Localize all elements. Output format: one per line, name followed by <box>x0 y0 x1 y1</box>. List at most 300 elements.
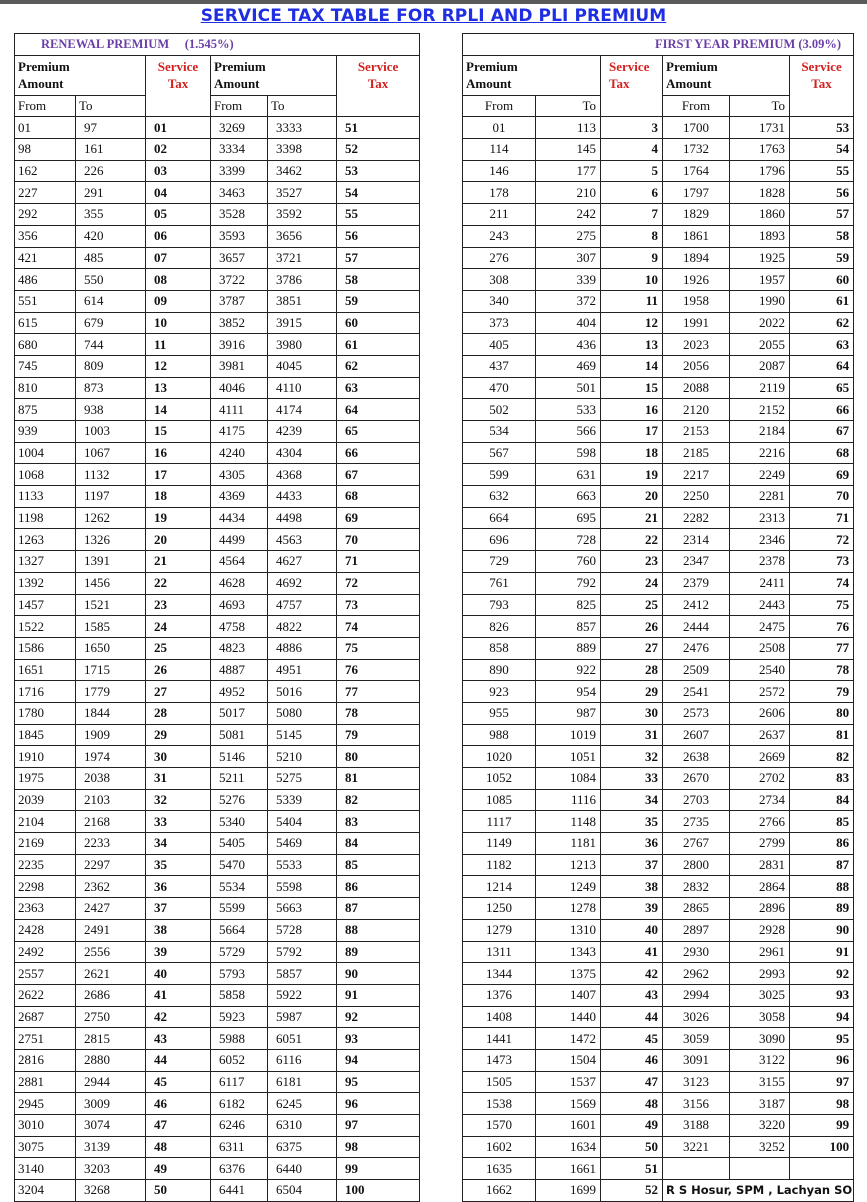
service-tax-cell: 80 <box>337 746 420 768</box>
service-tax-cell: 91 <box>337 984 420 1006</box>
table-row <box>463 247 854 269</box>
service-tax-cell: 23 <box>601 551 663 573</box>
to-cell: 857 <box>536 616 601 638</box>
premium-header-line1: Premium <box>214 58 266 74</box>
table-row <box>15 139 420 161</box>
from-cell: 2363 <box>15 898 76 920</box>
service-tax-cell: 91 <box>790 941 854 963</box>
table-row <box>15 269 420 291</box>
from-cell: 2023 <box>663 334 730 356</box>
service-tax-cell: 68 <box>337 486 420 508</box>
service-tax-cell: 67 <box>790 421 854 443</box>
table-row <box>463 963 854 985</box>
from-cell: 3399 <box>211 160 268 182</box>
to-cell: 1326 <box>76 529 146 551</box>
from-cell: 5081 <box>211 724 268 746</box>
from-cell: 1732 <box>663 139 730 161</box>
from-cell: 1522 <box>15 616 76 638</box>
to-cell: 1213 <box>536 854 601 876</box>
to-cell: 4239 <box>268 421 337 443</box>
to-cell: 4368 <box>268 464 337 486</box>
table-row <box>463 442 854 464</box>
to-cell: 744 <box>76 334 146 356</box>
from-cell: 680 <box>15 334 76 356</box>
table-row <box>463 1136 854 1158</box>
from-cell: 01 <box>15 117 76 139</box>
service-tax-cell: 44 <box>601 1006 663 1028</box>
from-cell: 1473 <box>463 1049 536 1071</box>
from-cell: 4434 <box>211 507 268 529</box>
premium-header-line1: Premium <box>18 58 70 74</box>
to-cell: 1779 <box>76 681 146 703</box>
from-cell: 5793 <box>211 963 268 985</box>
to-cell: 275 <box>536 225 601 247</box>
service-tax-cell: 53 <box>790 117 854 139</box>
to-cell: 3980 <box>268 334 337 356</box>
from-cell: 2428 <box>15 919 76 941</box>
from-cell: 3593 <box>211 225 268 247</box>
to-cell: 2168 <box>76 811 146 833</box>
to-cell: 2411 <box>730 572 790 594</box>
from-cell: 2751 <box>15 1028 76 1050</box>
to-cell: 5987 <box>268 1006 337 1028</box>
to-cell: 2119 <box>730 377 790 399</box>
table-row <box>463 1093 854 1115</box>
from-cell: 534 <box>463 421 536 443</box>
to-header-2: To <box>268 95 337 117</box>
to-cell: 2606 <box>730 702 790 724</box>
from-cell: 1250 <box>463 898 536 920</box>
to-cell: 1051 <box>536 746 601 768</box>
to-cell: 145 <box>536 139 601 161</box>
table-row <box>463 464 854 486</box>
from-cell: 3221 <box>663 1136 730 1158</box>
to-cell: 307 <box>536 247 601 269</box>
tax-header-line1: Service <box>609 58 650 74</box>
from-cell: 3722 <box>211 269 268 291</box>
service-tax-cell: 30 <box>146 746 211 768</box>
service-tax-cell: 61 <box>337 334 420 356</box>
table-row <box>463 702 854 724</box>
service-tax-cell: 13 <box>146 377 211 399</box>
from-header: From <box>463 95 536 117</box>
table-row <box>463 1071 854 1093</box>
table-row <box>15 854 420 876</box>
service-tax-cell: 88 <box>790 876 854 898</box>
to-cell: 2944 <box>76 1071 146 1093</box>
to-cell: 2831 <box>730 854 790 876</box>
to-cell: 3592 <box>268 204 337 226</box>
table-row <box>463 833 854 855</box>
table-row <box>463 269 854 291</box>
table-row <box>15 355 420 377</box>
service-tax-cell: 42 <box>146 1006 211 1028</box>
table-row <box>463 551 854 573</box>
table-row <box>15 1049 420 1071</box>
service-tax-cell: 50 <box>146 1180 211 1202</box>
service-tax-cell: 87 <box>337 898 420 920</box>
service-tax-cell: 16 <box>146 442 211 464</box>
from-cell: 2088 <box>663 377 730 399</box>
to-cell: 6375 <box>268 1136 337 1158</box>
service-tax-cell: 52 <box>337 139 420 161</box>
from-cell: 599 <box>463 464 536 486</box>
service-tax-header-2 <box>337 55 420 117</box>
service-tax-cell: 64 <box>337 399 420 421</box>
to-cell: 291 <box>76 182 146 204</box>
service-tax-cell: 100 <box>337 1180 420 1202</box>
to-cell: 2815 <box>76 1028 146 1050</box>
from-cell: 1602 <box>463 1136 536 1158</box>
from-cell: 2347 <box>663 551 730 573</box>
to-cell: 1249 <box>536 876 601 898</box>
service-tax-cell: 11 <box>601 290 663 312</box>
from-cell: 1538 <box>463 1093 536 1115</box>
to-cell: 2233 <box>76 833 146 855</box>
service-tax-cell: 78 <box>337 702 420 724</box>
service-tax-cell: 5 <box>601 160 663 182</box>
from-cell: 2832 <box>663 876 730 898</box>
from-cell: 810 <box>15 377 76 399</box>
to-cell: 2896 <box>730 898 790 920</box>
service-tax-cell: 21 <box>146 551 211 573</box>
from-cell: 2881 <box>15 1071 76 1093</box>
from-cell: 2994 <box>663 984 730 1006</box>
to-cell: 1844 <box>76 702 146 724</box>
to-cell: 1116 <box>536 789 601 811</box>
to-cell: 1521 <box>76 594 146 616</box>
from-cell: 3188 <box>663 1115 730 1137</box>
service-tax-cell: 59 <box>337 290 420 312</box>
service-tax-cell: 39 <box>601 898 663 920</box>
from-cell: 227 <box>15 182 76 204</box>
to-cell: 938 <box>76 399 146 421</box>
service-tax-cell: 05 <box>146 204 211 226</box>
service-tax-cell: 57 <box>337 247 420 269</box>
table-row <box>15 377 420 399</box>
from-cell: 2735 <box>663 811 730 833</box>
from-cell: 1052 <box>463 768 536 790</box>
table-row <box>15 1158 420 1180</box>
service-tax-cell: 16 <box>601 399 663 421</box>
service-tax-cell: 58 <box>337 269 420 291</box>
from-cell: 4564 <box>211 551 268 573</box>
to-cell: 1343 <box>536 941 601 963</box>
to-cell: 1925 <box>730 247 790 269</box>
table-row <box>463 594 854 616</box>
service-tax-cell: 94 <box>790 1006 854 1028</box>
table-row <box>15 919 420 941</box>
from-cell: 3528 <box>211 204 268 226</box>
to-cell: 2281 <box>730 486 790 508</box>
premium-header-line2: Amount <box>466 75 512 91</box>
from-cell: 502 <box>463 399 536 421</box>
to-cell: 226 <box>76 160 146 182</box>
table-row <box>463 507 854 529</box>
to-cell: 2669 <box>730 746 790 768</box>
service-tax-cell: 71 <box>337 551 420 573</box>
from-cell: 632 <box>463 486 536 508</box>
from-cell: 4175 <box>211 421 268 443</box>
table-row <box>15 637 420 659</box>
from-cell: 1780 <box>15 702 76 724</box>
from-cell: 1214 <box>463 876 536 898</box>
to-cell: 210 <box>536 182 601 204</box>
to-cell: 1569 <box>536 1093 601 1115</box>
table-row <box>463 312 854 334</box>
table-row <box>463 724 854 746</box>
from-cell: 2412 <box>663 594 730 616</box>
to-cell: 2362 <box>76 876 146 898</box>
service-tax-cell: 35 <box>601 811 663 833</box>
service-tax-cell: 51 <box>601 1158 663 1180</box>
to-cell: 501 <box>536 377 601 399</box>
service-tax-cell: 32 <box>146 789 211 811</box>
to-cell: 4304 <box>268 442 337 464</box>
service-tax-cell: 07 <box>146 247 211 269</box>
to-cell: 663 <box>536 486 601 508</box>
service-tax-cell: 19 <box>601 464 663 486</box>
service-tax-cell: 45 <box>601 1028 663 1050</box>
to-cell: 3252 <box>730 1136 790 1158</box>
to-cell: 4692 <box>268 572 337 594</box>
to-cell: 1440 <box>536 1006 601 1028</box>
from-cell: 2169 <box>15 833 76 855</box>
table-row <box>463 1115 854 1137</box>
to-cell: 339 <box>536 269 601 291</box>
service-tax-cell: 85 <box>790 811 854 833</box>
to-cell: 1909 <box>76 724 146 746</box>
to-cell: 2216 <box>730 442 790 464</box>
to-cell: 5275 <box>268 768 337 790</box>
from-cell: 162 <box>15 160 76 182</box>
to-cell: 2702 <box>730 768 790 790</box>
service-tax-cell: 99 <box>337 1158 420 1180</box>
table-row <box>463 355 854 377</box>
from-cell: 3010 <box>15 1115 76 1137</box>
table-row <box>15 182 420 204</box>
from-cell: 2314 <box>663 529 730 551</box>
service-tax-cell: 86 <box>790 833 854 855</box>
service-tax-cell: 52 <box>601 1180 663 1202</box>
from-cell: 615 <box>15 312 76 334</box>
service-tax-cell: 19 <box>146 507 211 529</box>
service-tax-cell: 39 <box>146 941 211 963</box>
service-tax-header-2 <box>790 55 854 117</box>
from-cell: 1311 <box>463 941 536 963</box>
to-header: To <box>76 95 146 117</box>
service-tax-cell: 55 <box>790 160 854 182</box>
table-row <box>15 941 420 963</box>
service-tax-cell: 81 <box>790 724 854 746</box>
service-tax-cell: 26 <box>601 616 663 638</box>
service-tax-cell: 62 <box>790 312 854 334</box>
to-cell: 1537 <box>536 1071 601 1093</box>
from-cell: 3269 <box>211 117 268 139</box>
table-row <box>15 1180 420 1202</box>
service-tax-cell: 38 <box>146 919 211 941</box>
to-cell: 3721 <box>268 247 337 269</box>
service-tax-cell: 43 <box>601 984 663 1006</box>
to-cell: 5210 <box>268 746 337 768</box>
table-row <box>463 768 854 790</box>
table-row <box>463 1028 854 1050</box>
to-cell: 2184 <box>730 421 790 443</box>
from-cell: 5017 <box>211 702 268 724</box>
to-cell: 3398 <box>268 139 337 161</box>
from-cell: 875 <box>15 399 76 421</box>
service-tax-cell: 79 <box>337 724 420 746</box>
service-tax-cell: 25 <box>146 637 211 659</box>
service-tax-cell: 85 <box>337 854 420 876</box>
from-cell: 3059 <box>663 1028 730 1050</box>
service-tax-cell: 74 <box>790 572 854 594</box>
table-row <box>463 334 854 356</box>
to-cell: 3527 <box>268 182 337 204</box>
tax-header-line2: Tax <box>367 75 389 91</box>
table-row <box>463 139 854 161</box>
from-cell: 1376 <box>463 984 536 1006</box>
to-cell: 1132 <box>76 464 146 486</box>
service-tax-cell: 28 <box>601 659 663 681</box>
table-row <box>15 833 420 855</box>
table-row <box>15 594 420 616</box>
service-tax-cell: 76 <box>337 659 420 681</box>
service-tax-cell: 31 <box>146 768 211 790</box>
service-tax-cell: 76 <box>790 616 854 638</box>
to-cell: 1957 <box>730 269 790 291</box>
service-tax-cell: 40 <box>146 963 211 985</box>
to-cell: 1634 <box>536 1136 601 1158</box>
service-tax-cell: 43 <box>146 1028 211 1050</box>
to-cell: 1860 <box>730 204 790 226</box>
from-cell: 178 <box>463 182 536 204</box>
service-tax-cell: 55 <box>337 204 420 226</box>
to-cell: 3090 <box>730 1028 790 1050</box>
to-cell: 2750 <box>76 1006 146 1028</box>
to-cell: 5728 <box>268 919 337 941</box>
service-tax-cell: 80 <box>790 702 854 724</box>
from-cell: 1845 <box>15 724 76 746</box>
to-cell: 5404 <box>268 811 337 833</box>
from-cell: 2153 <box>663 421 730 443</box>
from-cell: 858 <box>463 637 536 659</box>
to-cell: 5857 <box>268 963 337 985</box>
from-cell: 6311 <box>211 1136 268 1158</box>
to-cell: 2297 <box>76 854 146 876</box>
table-row <box>463 160 854 182</box>
to-cell: 987 <box>536 702 601 724</box>
to-cell: 1310 <box>536 919 601 941</box>
from-cell: 1975 <box>15 768 76 790</box>
service-tax-cell <box>790 1158 854 1180</box>
from-cell: 470 <box>463 377 536 399</box>
service-tax-cell: 30 <box>601 702 663 724</box>
page-title: SERVICE TAX TABLE FOR RPLI AND PLI PREMIUM <box>200 6 667 26</box>
table-row <box>463 1180 854 1202</box>
to-cell: 1456 <box>76 572 146 594</box>
to-cell: 695 <box>536 507 601 529</box>
to-cell: 1148 <box>536 811 601 833</box>
from-cell: 1263 <box>15 529 76 551</box>
table-row <box>15 811 420 833</box>
from-cell: 1861 <box>663 225 730 247</box>
from-cell: 745 <box>15 355 76 377</box>
to-cell: 2540 <box>730 659 790 681</box>
to-cell: 2734 <box>730 789 790 811</box>
service-tax-cell: 27 <box>146 681 211 703</box>
from-cell: 6246 <box>211 1115 268 1137</box>
from-header: From <box>15 95 76 117</box>
from-cell: 2703 <box>663 789 730 811</box>
service-tax-cell: 7 <box>601 204 663 226</box>
from-cell: 696 <box>463 529 536 551</box>
from-cell: 1716 <box>15 681 76 703</box>
from-cell: 98 <box>15 139 76 161</box>
service-tax-cell: 41 <box>146 984 211 1006</box>
to-cell: 5339 <box>268 789 337 811</box>
from-cell: 5988 <box>211 1028 268 1050</box>
service-tax-cell: 3 <box>601 117 663 139</box>
from-cell: 3916 <box>211 334 268 356</box>
service-tax-cell: 63 <box>337 377 420 399</box>
service-tax-cell: 11 <box>146 334 211 356</box>
service-tax-cell: 69 <box>337 507 420 529</box>
service-tax-cell: 13 <box>601 334 663 356</box>
service-tax-cell: 93 <box>790 984 854 1006</box>
to-cell: 825 <box>536 594 601 616</box>
table-row <box>463 377 854 399</box>
from-cell: 1958 <box>663 290 730 312</box>
to-cell: 5080 <box>268 702 337 724</box>
to-cell: 3786 <box>268 269 337 291</box>
service-tax-cell: 24 <box>601 572 663 594</box>
from-cell: 1408 <box>463 1006 536 1028</box>
from-cell: 6052 <box>211 1049 268 1071</box>
to-cell: 760 <box>536 551 601 573</box>
to-cell: 242 <box>536 204 601 226</box>
from-cell: 1894 <box>663 247 730 269</box>
service-tax-cell: 69 <box>790 464 854 486</box>
table-row <box>15 486 420 508</box>
service-tax-cell: 84 <box>337 833 420 855</box>
from-cell: 340 <box>463 290 536 312</box>
table-row <box>15 659 420 681</box>
from-cell: 4823 <box>211 637 268 659</box>
from-cell: 4240 <box>211 442 268 464</box>
table-row <box>15 529 420 551</box>
from-cell: 1505 <box>463 1071 536 1093</box>
table-row <box>15 616 420 638</box>
to-cell: 6504 <box>268 1180 337 1202</box>
table-row <box>15 898 420 920</box>
service-tax-cell: 38 <box>601 876 663 898</box>
from-cell: 114 <box>463 139 536 161</box>
table-row <box>15 334 420 356</box>
from-cell: 3204 <box>15 1180 76 1202</box>
service-tax-cell: 66 <box>337 442 420 464</box>
table-row <box>463 984 854 1006</box>
service-tax-cell: 14 <box>146 399 211 421</box>
from-cell: 2444 <box>663 616 730 638</box>
table-row <box>15 1115 420 1137</box>
to-cell: 1407 <box>536 984 601 1006</box>
service-tax-cell: 9 <box>601 247 663 269</box>
table-row <box>15 160 420 182</box>
table-row <box>463 399 854 421</box>
to-cell: 728 <box>536 529 601 551</box>
to-cell: 2766 <box>730 811 790 833</box>
